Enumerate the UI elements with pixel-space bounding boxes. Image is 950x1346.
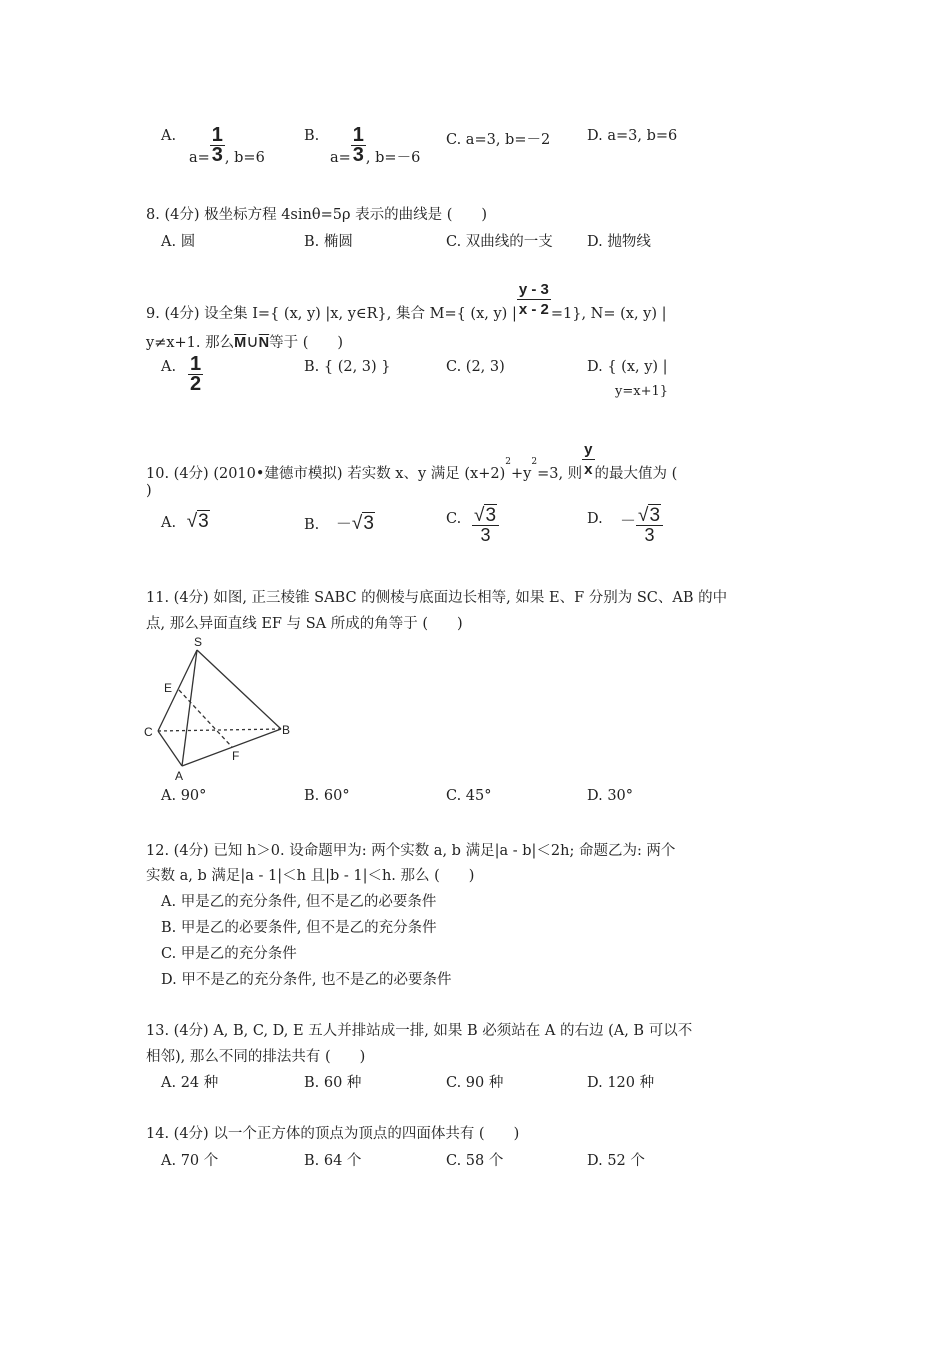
q11-option-c[interactable]: C. 45°: [446, 788, 492, 804]
label-a: A: [175, 769, 184, 782]
sqrt-expression: －√3: [335, 513, 374, 534]
q11-option-d[interactable]: D. 30°: [587, 788, 634, 804]
option-letter: A.: [161, 128, 177, 144]
fraction: $\frac{1}{3}$: [352, 124, 364, 166]
option-text: a=: [189, 149, 210, 166]
q12-stem-line2: 实数 a, b 满足|a - 1|＜h 且|b - 1|＜h. 那么 ( ): [146, 868, 475, 884]
q8-option-a[interactable]: A. 圆: [161, 234, 196, 250]
q7-option-b[interactable]: [304, 128, 319, 144]
q10-option-b[interactable]: B. －√3: [304, 513, 374, 534]
q11-option-b[interactable]: B. 60°: [304, 788, 350, 804]
label-c: C: [144, 725, 153, 739]
option-letter: B.: [304, 128, 320, 144]
q11-stem-line1: 11. (4分) 如图, 正三棱锥 SABC 的侧棱与底面边长相等, 如果 E、F 分别为 SC、AB 的中: [146, 590, 728, 606]
q7-option-a-value: [189, 126, 265, 165]
union-symbol: ∪: [246, 332, 259, 351]
fraction: $\frac{y - 3}{x - 2}$: [518, 281, 549, 318]
q12-option-c[interactable]: C. 甲是乙的充分条件: [161, 946, 297, 962]
q9-stem-line1: 9. (4分) 设全集 I={ (x, y) |x, y∈R}, 集合 M={ (x, y) | $\frac{y - 3}{x - 2}$ =1}, N= (x, y) |: [146, 281, 667, 322]
q9-option-c[interactable]: C. (2, 3): [446, 359, 505, 375]
fraction: $\frac{1}{2}$: [190, 353, 202, 395]
q8-option-c[interactable]: C. 双曲线的一支: [446, 234, 553, 250]
q12-option-d[interactable]: D. 甲不是乙的充分条件, 也不是乙的必要条件: [161, 972, 452, 988]
q9-stem-line2: y≠x+1. 那么$\overline{M}\cup\overline{N}$等于 ( ): [146, 332, 344, 351]
q14-stem: 14. (4分) 以一个正方体的顶点为顶点的四面体共有 ( ): [146, 1126, 520, 1142]
q12-option-a[interactable]: A. 甲是乙的充分条件, 但不是乙的必要条件: [161, 894, 437, 910]
q9-option-b[interactable]: B. { (2, 3) }: [304, 359, 391, 375]
label-b: B: [282, 723, 291, 737]
complement-m: $\overline{M}$: [234, 335, 247, 351]
q8-option-b[interactable]: B. 椭圆: [304, 234, 353, 250]
q9-option-a-value: [188, 355, 203, 394]
q14-option-c[interactable]: C. 58 个: [446, 1153, 504, 1169]
q7-option-b-value: [330, 126, 420, 165]
q13-option-a[interactable]: A. 24 种: [161, 1075, 219, 1091]
q13-stem-line1: 13. (4分) A, B, C, D, E 五人并排站成一排, 如果 B 必须站在 A 的右边 (A, B 可以不: [146, 1023, 693, 1039]
tetrahedron-figure: [140, 632, 300, 782]
q13-stem-line2: 相邻), 那么不同的排法共有 ( ): [146, 1049, 366, 1065]
q10-option-c[interactable]: C.: [446, 511, 462, 527]
q12-stem-line1: 12. (4分) 已知 h＞0. 设命题甲为: 两个实数 a, b 满足|a - b|＜2h; 命题乙为: 两个: [146, 843, 676, 859]
option-text: a=: [330, 149, 351, 166]
sqrt-expression: √3: [186, 511, 209, 532]
q9-option-d-line2: y=x+1}: [615, 384, 669, 399]
label-s: S: [194, 635, 203, 649]
q9-option-d[interactable]: D. { (x, y) |: [587, 359, 668, 375]
q8-option-d[interactable]: D. 抛物线: [587, 234, 651, 250]
q10-stem-line2: ): [146, 483, 152, 499]
q13-option-d[interactable]: D. 120 种: [587, 1075, 655, 1091]
q10-option-d-value: － $\frac{√3}{3}$: [620, 506, 663, 545]
q14-option-b[interactable]: B. 64 个: [304, 1153, 362, 1169]
q10-option-c-value: [472, 506, 499, 545]
q11-stem-line2: 点, 那么异面直线 EF 与 SA 所成的角等于 ( ): [146, 616, 463, 632]
option-text: , b=－6: [365, 149, 421, 166]
complement-n: $\overline{N}$: [258, 335, 270, 351]
q11-option-a[interactable]: A. 90°: [161, 788, 207, 804]
q8-stem: 8. (4分) 极坐标方程 4sinθ=5ρ 表示的曲线是 ( ): [146, 207, 488, 223]
q7-option-d[interactable]: D. a=3, b=6: [587, 128, 678, 144]
label-e: E: [164, 681, 173, 695]
fraction: $\frac{y}{x}$: [584, 441, 593, 478]
q10-option-a[interactable]: A. √3: [161, 511, 209, 532]
q12-option-b[interactable]: B. 甲是乙的必要条件, 但不是乙的充分条件: [161, 920, 437, 936]
q13-option-c[interactable]: C. 90 种: [446, 1075, 504, 1091]
q10-stem-line1: 10. (4分) (2010•建德市模拟) 若实数 x、y 满足 $(x+2)^2+y^2=3$, 则 $\frac{y}{x}$ 的最大值为 (: [146, 441, 678, 482]
q14-option-d[interactable]: D. 52 个: [587, 1153, 645, 1169]
q7-option-c[interactable]: C. a=3, b=－2: [446, 132, 551, 148]
q9-option-a[interactable]: A.: [161, 359, 177, 375]
q7-option-a[interactable]: [161, 128, 176, 144]
q14-option-a[interactable]: A. 70 个: [161, 1153, 219, 1169]
q13-option-b[interactable]: B. 60 种: [304, 1075, 362, 1091]
fraction: $\frac{√3}{3}$: [636, 506, 663, 545]
option-text: , b=6: [224, 149, 265, 166]
q10-option-d[interactable]: D.: [587, 511, 603, 527]
label-f: F: [232, 749, 240, 763]
fraction: $\frac{1}{3}$: [211, 124, 223, 166]
fraction: $\frac{√3}{3}$: [472, 506, 499, 545]
